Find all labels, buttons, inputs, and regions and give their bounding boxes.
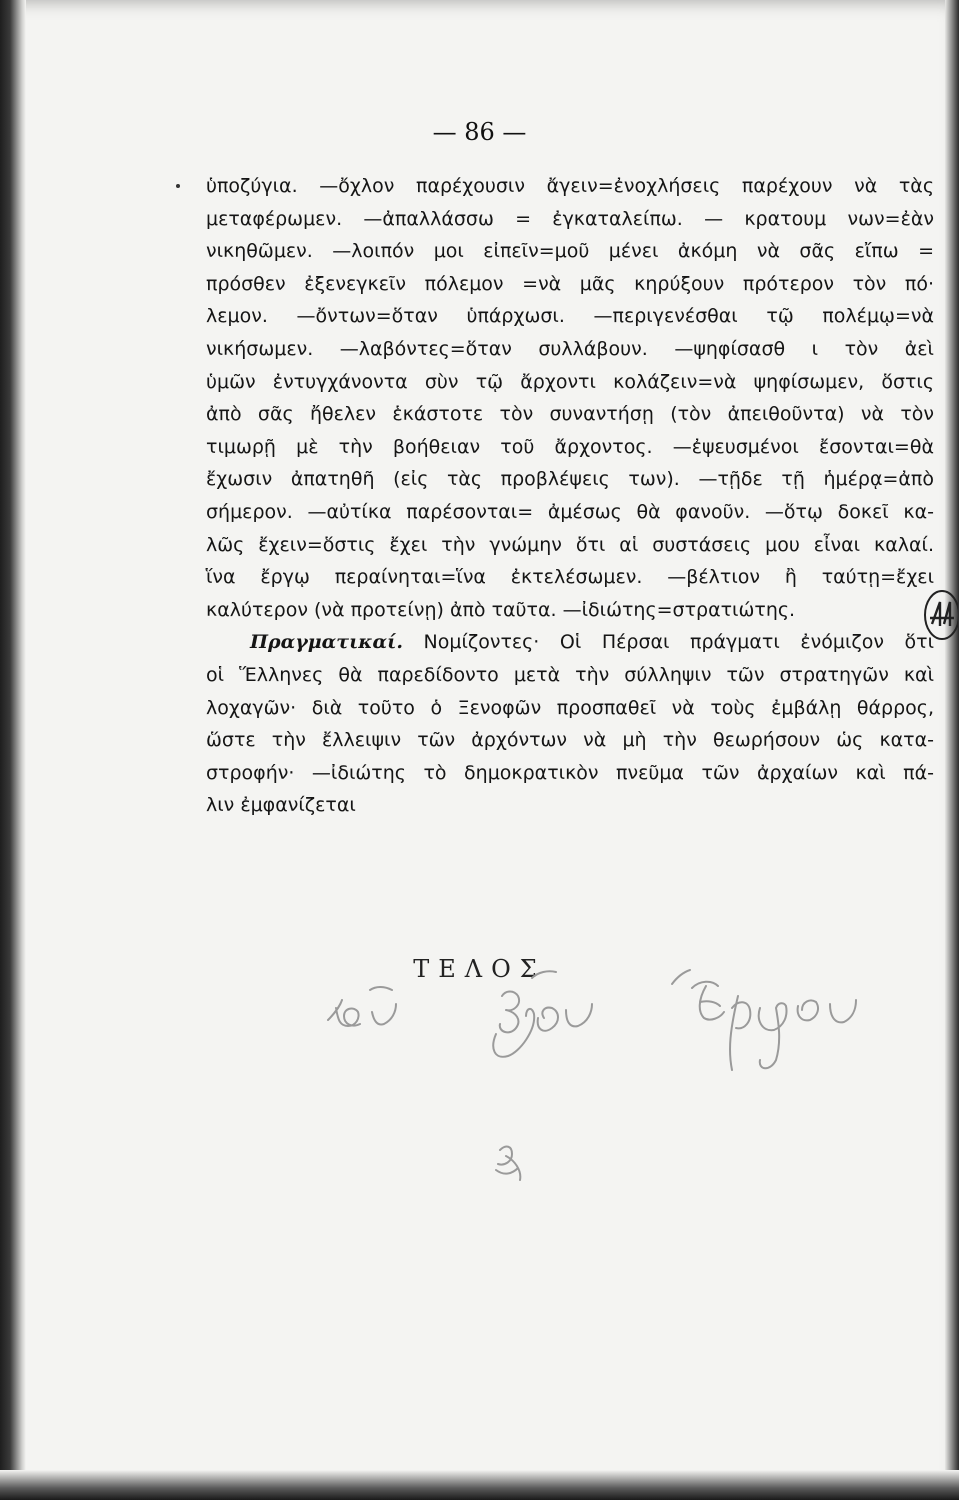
text-line: ὑμῶν ἐντυγχάνοντα σὺν τῷ ἄρχοντι κολάζειν=νὰ ψηφίσωμεν, ὅστις xyxy=(206,370,934,393)
text-line: λεμον. —ὄντων=ὅταν ὑπάρχωσι. —περιγενέσθαι τῷ πολέμῳ=νὰ xyxy=(206,305,934,328)
text-line: καλύτερον (νὰ προτείνῃ) ἀπὸ ταῦτα. —ἰδιώτης=στρατιώτης. xyxy=(206,598,796,621)
margin-stamp-mark xyxy=(918,588,958,642)
margin-dot xyxy=(176,184,180,188)
section-first-line xyxy=(206,626,934,659)
text-line: ἀπὸ σᾶς ἤθελεν ἑκάστοτε τὸν συναντήσῃ (τὸν ἀπειθοῦντα) νὰ τὸν xyxy=(206,403,934,426)
page-bottom-shadow xyxy=(0,1470,959,1500)
handwritten-note-text: τοῦ ἔργου Ξέρξου xyxy=(300,960,309,961)
text-line: νικηθῶμεν. —λοιπόν μοι εἰπεῖν=μοῦ μένει ἀκόμη νὰ σᾶς εἴπω = xyxy=(206,240,934,263)
text-line: λοχαγῶν· διὰ τοῦτο ὁ Ξενοφῶν προσπαθεῖ νὰ τοὺς ἐμβάλῃ θάρρος, xyxy=(206,696,934,719)
text-line: μεταφέρωμεν. —ἀπαλλάσσω = ἐγκαταλείπω. — κρατουμ νων=ἐὰν xyxy=(206,207,934,230)
text-line: ὥστε τὴν ἔλλειψιν τῶν ἀρχόντων νὰ μὴ τὴν θεωρήσουν ὡς κατα- xyxy=(206,729,934,752)
page-left-shadow xyxy=(0,0,26,1500)
section-heading: Πραγματικαί. xyxy=(250,631,403,654)
section-first-line-text: Νομίζοντες· Οἱ Πέρσαι πράγματι ἐνόμιζον ὅτι xyxy=(423,631,934,654)
text-line: οἱ Ἕλληνες θὰ παρεδίδοντο μετὰ τὴν σύλληψιν τῶν στρατηγῶν καὶ xyxy=(206,663,934,686)
handwritten-pencil-note xyxy=(300,960,900,1200)
text-line: σήμερον. —αὐτίκα παρέσονται= ἀμέσως θὰ φανοῦν. —ὅτῳ δοκεῖ κα- xyxy=(206,500,934,523)
end-title: ΤΕΛΟΣ xyxy=(413,955,546,983)
body-text xyxy=(206,170,934,822)
text-line: στροφήν· —ἰδιώτης τὸ δημοκρατικὸν πνεῦμα τῶν ἀρχαίων καὶ πά- xyxy=(206,761,934,784)
text-line: νικήσωμεν. —λαβόντες=ὅταν συλλάβουν. —ψηφίσασθ ι τὸν ἀεὶ xyxy=(206,337,934,360)
text-line: τιμωρῇ μὲ τὴν βοήθειαν τοῦ ἄρχοντος. —ἐψευσμένοι ἔσονται=θὰ xyxy=(206,435,934,458)
page-number: — 86 — xyxy=(432,118,527,146)
text-line: ἵνα ἔργῳ περαίνηται=ἵνα ἐκτελέσωμεν. —βέλτιον ἢ ταύτῃ=ἔχει xyxy=(206,566,934,589)
text-line: ὑποζύγια. —ὄχλον παρέχουσιν ἄγειν=ἐνοχλήσεις παρέχουν νὰ τὰς xyxy=(206,175,934,197)
text-line: πρόσθεν ἐξενεγκεῖν πόλεμον =νὰ μᾶς κηρύξουν πρότερον τὸν πό· xyxy=(206,272,934,295)
text-line: λιν ἐμφανίζεται xyxy=(206,794,356,817)
page-right-shadow xyxy=(945,0,959,1500)
text-line: ἔχωσιν ἀπατηθῆ (εἰς τὰς προβλέψεις των). —τῇδε τῇ ἡμέρᾳ=ἀπὸ xyxy=(206,468,934,491)
text-line: λῶς ἔχειν=ὅστις ἔχει τὴν γνώμην ὅτι αἱ συστάσεις μου εἶναι καλαί. xyxy=(206,533,934,556)
